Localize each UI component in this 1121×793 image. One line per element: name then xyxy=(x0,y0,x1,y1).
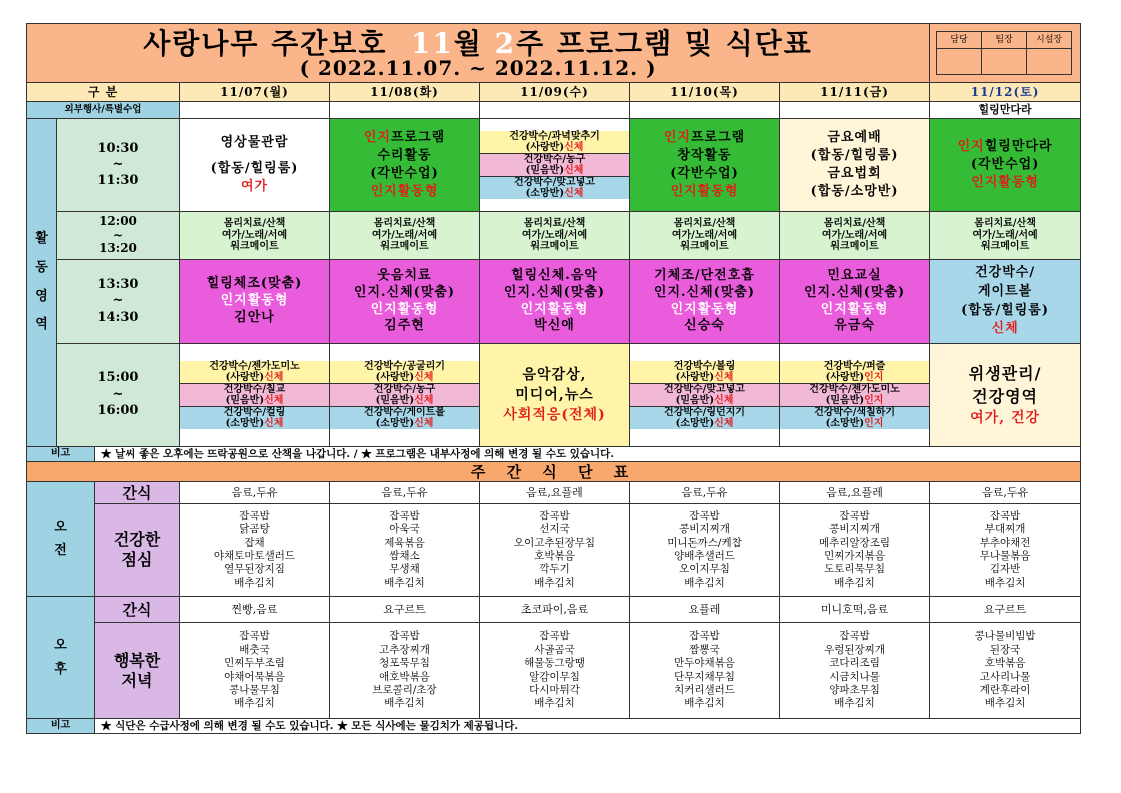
menu-cell: 잡곡밥 배춧국 민찌두부조림 야채어묵볶음 콩나물무침 배추김치 xyxy=(180,623,330,719)
note-label: 비고 xyxy=(27,719,95,734)
activity-cell[interactable]: 금요예배 (합동/힐링룸) 금요법회 (합동/소망반) xyxy=(780,119,930,212)
snack-cell: 요플레 xyxy=(630,597,780,623)
page-title: 사랑나무 주간보호 11월 2주 프로그램 및 식단표 xyxy=(143,26,813,60)
time-slot: 12:00 ~ 13:20 xyxy=(57,212,180,260)
day-header: 11/09(수) xyxy=(480,83,630,102)
day-header: 11/08(화) xyxy=(330,83,480,102)
period: ( 2022.11.07. ~ 2022.11.12. ) xyxy=(299,56,657,81)
activity-cell[interactable]: 몸리치료/산책 여가/노래/서예 워크메이트 xyxy=(630,212,780,260)
activity-cell[interactable]: 건강박수/퍼즐 (사랑반)인지 건강박수/젠가도미노 (믿음반)인지 건강박수/색칠하기 (소망반)인지 xyxy=(780,344,930,447)
pm-label: 오 후 xyxy=(27,597,95,719)
day-header: 11/12(토) xyxy=(930,83,1081,102)
grid-label: 구 분 xyxy=(27,83,180,102)
am-label: 오 전 xyxy=(27,482,95,597)
menu-cell: 잡곡밥 닭곰탕 잡채 야채토마토샐러드 열무된장지짐 배추김치 xyxy=(180,504,330,597)
day-header: 11/10(목) xyxy=(630,83,780,102)
activity-cell[interactable]: 민요교실 인지.신체(맞춤) 인지활동형 유금숙 xyxy=(780,260,930,344)
approval-box xyxy=(930,24,1081,83)
approval-sign-box[interactable] xyxy=(1027,49,1072,75)
menu-cell: 잡곡밥 선지국 오이고추된장무침 호박볶음 깍두기 배추김치 xyxy=(480,504,630,597)
activity-cell[interactable]: 몸리치료/산책 여가/노래/서예 워크메이트 xyxy=(780,212,930,260)
snack-label: 간식 xyxy=(95,597,180,623)
menu-cell: 잡곡밥 콩비지찌개 메추리알장조림 민찌가지볶음 도토리묵무침 배추김치 xyxy=(780,504,930,597)
activity-cell[interactable]: 힐링신체.음악 인지.신체(맞춤) 인지활동형 박신애 xyxy=(480,260,630,344)
activity-cell[interactable]: 인지프로그램 수리활동 (각반수업) 인지활동형 xyxy=(330,119,480,212)
activity-cell[interactable]: 음악감상, 미디어,뉴스 사회적응(전체) xyxy=(480,344,630,447)
activity-cell[interactable]: 웃음치료 인지.신체(맞춤) 인지활동형 김주현 xyxy=(330,260,480,344)
activity-cell[interactable]: 건강박수/젠가도미노 (사랑반)신체 건강박수/칠교 (믿음반)신체 건강박수/컬링 (소망반)신체 xyxy=(180,344,330,447)
snack-cell: 요구르트 xyxy=(930,597,1081,623)
special-label: 외부행사/특별수업 xyxy=(27,102,180,119)
activity-cell[interactable]: 기체조/단전호흡 인지.신체(맞춤) 인지활동형 신승숙 xyxy=(630,260,780,344)
activity-cell[interactable]: 힐링체조(맞춤) 인지활동형 김안나 xyxy=(180,260,330,344)
activity-cell[interactable]: 몸리치료/산책 여가/노래/서예 워크메이트 xyxy=(480,212,630,260)
approval-label: 팀장 xyxy=(982,32,1027,49)
activity-cell[interactable]: 몸리치료/산책 여가/노래/서예 워크메이트 xyxy=(930,212,1081,260)
activity-cell[interactable]: 건강박수/공굴리기 (사랑반)신체 건강박수/농구 (믿음반)신체 건강박수/게이트볼 (소망반)신체 xyxy=(330,344,480,447)
snack-cell: 초코파이,음료 xyxy=(480,597,630,623)
activity-cell[interactable]: 위생관리/ 건강영역 여가, 건강 xyxy=(930,344,1081,447)
schedule-sheet xyxy=(26,23,1080,759)
activity-cell[interactable]: 영상물관람 (합동/힐링룸) 여가 xyxy=(180,119,330,212)
approval-sign-box[interactable] xyxy=(937,49,982,75)
meal-table-title: 주 간 식 단 표 xyxy=(27,462,1081,482)
meal-label: 행복한 저녁 xyxy=(95,623,180,719)
menu-cell: 잡곡밥 부대찌개 부추야채전 무나물볶음 김자반 배추김치 xyxy=(930,504,1081,597)
time-slot: 10:30 ~ 11:30 xyxy=(57,119,180,212)
snack-cell: 음료,요플레 xyxy=(480,482,630,504)
time-slot: 13:30 ~ 14:30 xyxy=(57,260,180,344)
schedule-table xyxy=(26,23,1081,734)
special-cell xyxy=(630,102,780,119)
special-cell xyxy=(780,102,930,119)
menu-cell: 잡곡밥 사골곰국 해물동그랑땡 알감이무침 다시마튀각 배추김치 xyxy=(480,623,630,719)
day-header: 11/11(금) xyxy=(780,83,930,102)
snack-cell: 음료,두유 xyxy=(630,482,780,504)
activity-cell[interactable]: 인지힐링만다라 (각반수업) 인지활동형 xyxy=(930,119,1081,212)
activity-cell[interactable]: 몸리치료/산책 여가/노래/서예 워크메이트 xyxy=(330,212,480,260)
time-slot: 15:00 ~ 16:00 xyxy=(57,344,180,447)
snack-cell: 미니호떡,음료 xyxy=(780,597,930,623)
activity-cell[interactable]: 건강박수/과녁맞추기 (사랑반)신체 건강박수/농구 (믿음반)신체 건강박수/맞고넣고 (소망반)신체 xyxy=(480,119,630,212)
activity-cell[interactable]: 인지프로그램 창작활동 (각반수업) 인지활동형 xyxy=(630,119,780,212)
snack-cell: 음료,두유 xyxy=(930,482,1081,504)
meal-label: 건강한 점심 xyxy=(95,504,180,597)
meal-note: ★ 식단은 수급사정에 의해 변경 될 수도 있습니다. ★ 모든 식사에는 물김치가 제공됩니다. xyxy=(95,719,1081,734)
menu-cell: 잡곡밥 콩비지찌개 미니돈까스/케찹 양배추샐러드 오이지무침 배추김치 xyxy=(630,504,780,597)
snack-cell: 찐빵,음료 xyxy=(180,597,330,623)
note-label: 비고 xyxy=(27,447,95,462)
snack-cell: 요구르트 xyxy=(330,597,480,623)
menu-cell: 콩나물비빔밥 된장국 호박볶음 고사리나물 계란후라이 배추김치 xyxy=(930,623,1081,719)
approval-sign-box[interactable] xyxy=(982,49,1027,75)
special-cell: 힐링만다라 xyxy=(930,102,1081,119)
special-cell xyxy=(180,102,330,119)
activity-cell[interactable]: 건강박수/ 게이트볼 (합동/힐링룸) 신체 xyxy=(930,260,1081,344)
activity-cell[interactable]: 몸리치료/산책 여가/노래/서예 워크메이트 xyxy=(180,212,330,260)
snack-cell: 음료,두유 xyxy=(180,482,330,504)
snack-cell: 음료,요플레 xyxy=(780,482,930,504)
activity-cell[interactable]: 건강박수/볼링 (사랑반)신체 건강박수/맞고넣고 (믿음반)신체 건강박수/링던지기 (소망반)신체 xyxy=(630,344,780,447)
header-title-cell xyxy=(27,24,930,83)
activity-area-label: 활 동 영 역 xyxy=(27,119,57,447)
day-header: 11/07(월) xyxy=(180,83,330,102)
menu-cell: 잡곡밥 짬뽕국 만두야채볶음 단무지채무침 치커리샐러드 배추김치 xyxy=(630,623,780,719)
menu-cell: 잡곡밥 고추장찌개 청포묵무침 애호박볶음 브로콜리/초장 배추김치 xyxy=(330,623,480,719)
snack-cell: 음료,두유 xyxy=(330,482,480,504)
menu-cell: 잡곡밥 우렁된장찌개 코다리조림 시금치나물 양파초무침 배추김치 xyxy=(780,623,930,719)
approval-label: 시설장 xyxy=(1027,32,1072,49)
menu-cell: 잡곡밥 아욱국 제육볶음 쌈채소 무생채 배추김치 xyxy=(330,504,480,597)
approval-label: 담당 xyxy=(937,32,982,49)
special-cell xyxy=(330,102,480,119)
program-note: ★ 날씨 좋은 오후에는 뜨락공원으로 산책을 나갑니다. / ★ 프로그램은 내부사정에 의해 변경 될 수도 있습니다. xyxy=(95,447,1081,462)
special-cell xyxy=(480,102,630,119)
snack-label: 간식 xyxy=(95,482,180,504)
